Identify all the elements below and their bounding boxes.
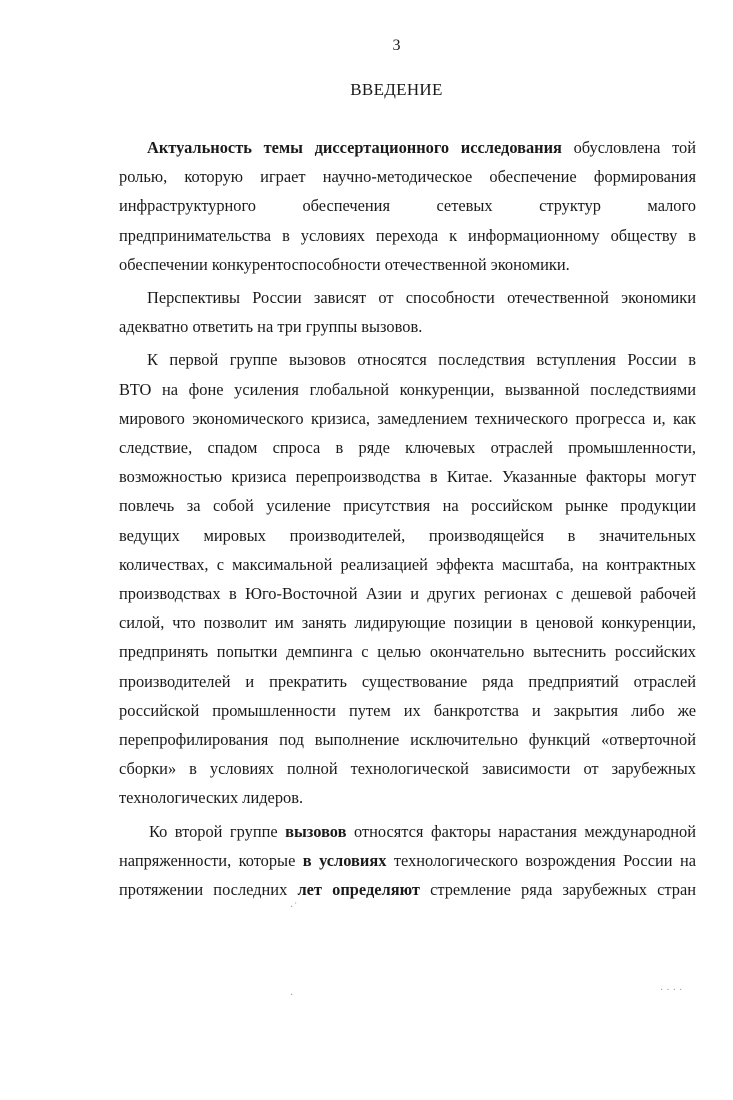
text-line: инфраструктурного обеспечения сетевых структур малого	[119, 196, 696, 216]
text-line: адекватно ответить на три группы вызовов.	[119, 317, 423, 337]
text-fragment: обусловлена той	[561, 138, 696, 157]
text-line: К первой группе вызовов относятся последствия вступления России в	[147, 350, 696, 370]
text-fragment: лет определяют	[297, 880, 420, 900]
text-line: ролью, которую играет научно-методическое обеспечение формирования	[119, 167, 696, 187]
text-line: обеспечении конкурентоспособности отечественной экономики.	[119, 254, 570, 274]
scan-speck: ·˙	[290, 902, 299, 913]
text-fragment: вызовов	[285, 821, 347, 841]
text-line	[119, 875, 696, 904]
text-line: возможностью кризиса перепроизводства в Китае. Указанные факторы могут	[119, 467, 696, 487]
text-line: предпринимательства в условиях перехода к информационному обществу в	[119, 225, 696, 245]
body-text	[119, 133, 696, 904]
page-number: 3	[392, 37, 401, 54]
text-line: Перспективы России зависят от способности отечественной экономики	[147, 288, 696, 308]
text-line: сборки» в условиях полной технологической зависимости от зарубежных	[119, 759, 696, 779]
paragraph-prospects	[119, 283, 696, 341]
text-line	[119, 817, 696, 846]
paragraph-relevance	[119, 133, 696, 279]
text-fragment: относятся факторы нарастания международной	[346, 821, 696, 841]
text-fragment: в условиях	[302, 850, 387, 870]
text-fragment: технологического возрождения России на	[386, 850, 696, 870]
text-fragment: Ко второй группе	[149, 821, 286, 841]
text-line: производителей и прекратить существование ряда предприятий отраслей	[119, 671, 696, 691]
text-line: ведущих мировых производителей, производящейся в значительных	[119, 525, 696, 545]
text-line: технологических лидеров.	[119, 788, 304, 808]
text-fragment: протяжении последних	[119, 880, 298, 900]
scan-speck: · · · ·	[660, 985, 683, 996]
text-line: производствах в Юго-Восточной Азии и других регионах с дешевой рабочей	[119, 584, 696, 604]
text-line: перепрофилирования под выполнение исключительно функций «отверточной	[119, 730, 696, 750]
lead-phrase: Актуальность темы диссертационного исследования	[147, 138, 562, 157]
text-line: российской промышленности путем их банкротства и закрытия либо же	[119, 700, 696, 720]
text-line	[119, 846, 696, 875]
text-line: предпринять попытки демпинга с целью окончательно вытеснить российских	[119, 642, 696, 662]
scan-speck: ·	[290, 990, 294, 1001]
text-line: количествах, с максимальной реализацией эффекта масштаба, на контрактных	[119, 554, 696, 574]
text-line: силой, что позволит им занять лидирующие позиции в ценовой конкуренции,	[119, 613, 696, 633]
text-line	[119, 133, 696, 162]
text-line: мирового экономического кризиса, замедлением технического прогресса и, как	[119, 408, 696, 428]
text-line: ВТО на фоне усиления глобальной конкуренции, вызванной последствиями	[119, 379, 696, 399]
section-title: ВВЕДЕНИЕ	[350, 80, 443, 99]
paragraph-first-group	[119, 345, 696, 812]
text-line: повлечь за собой усиление присутствия на российском рынке продукции	[119, 496, 696, 516]
text-fragment: стремление ряда зарубежных стран	[419, 880, 696, 900]
text-line: следствие, спадом спроса в ряде ключевых отраслей промышленности,	[119, 438, 696, 458]
paragraph-second-group	[119, 817, 696, 905]
text-fragment: напряженности, которые	[119, 850, 303, 870]
